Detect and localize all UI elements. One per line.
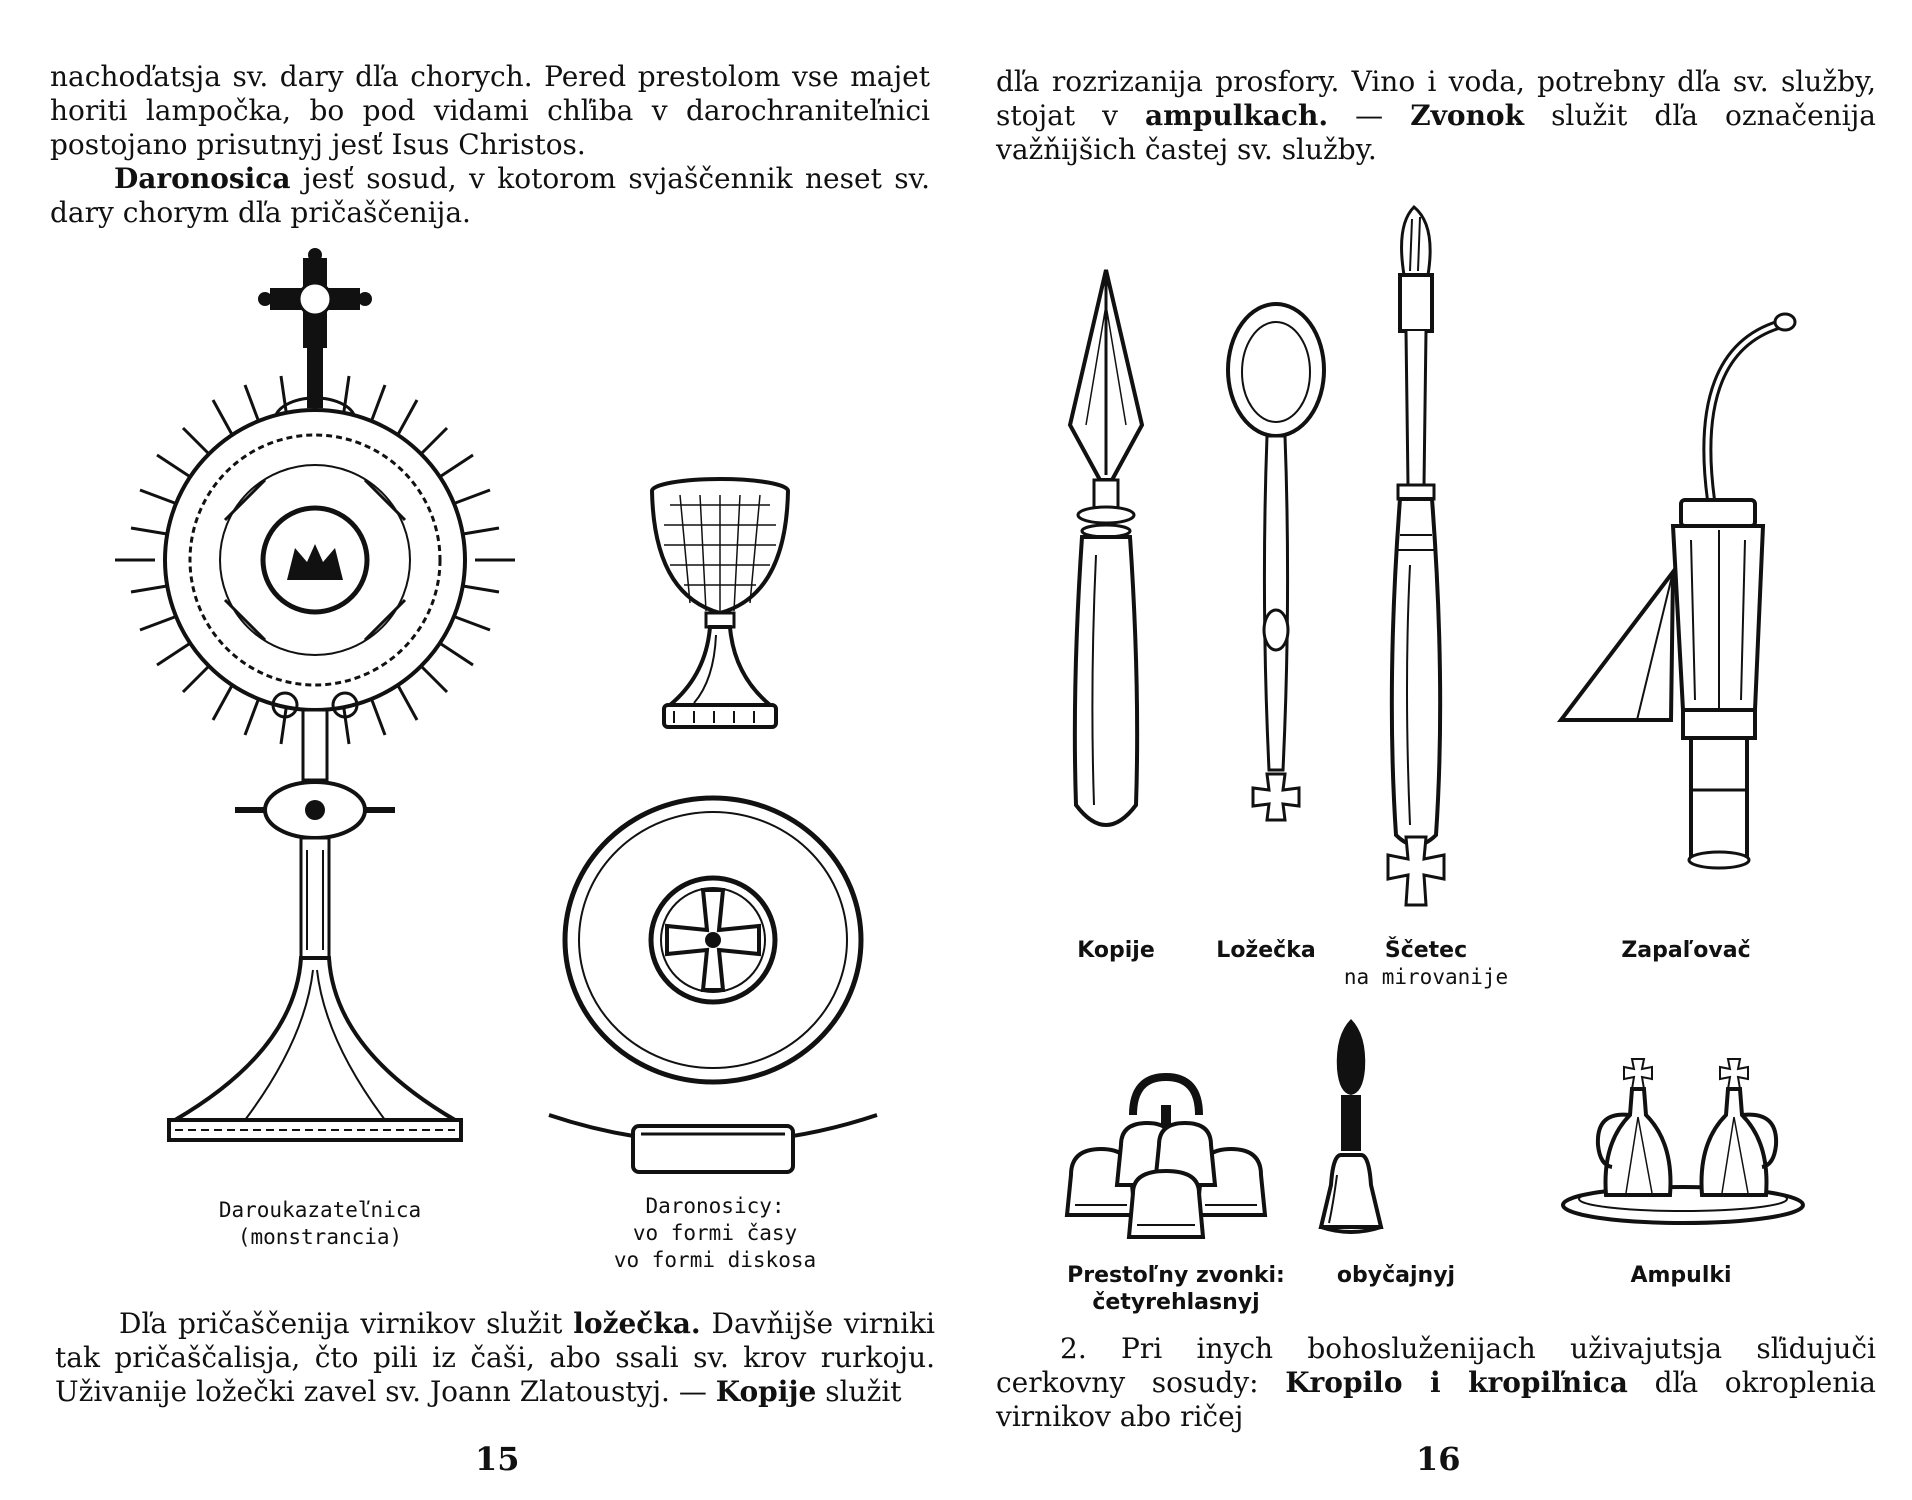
left-paragraph-2 bbox=[50, 162, 930, 230]
chalice-illustration bbox=[640, 475, 800, 745]
left-paragraph-1: nachoďatsja sv. dary dľa chorych. Pered prestolom vse majet horiti lampočka, bo pod vidami chľiba v darochraniteľnici postojano prisutnyj jesť Isus Christos. bbox=[50, 60, 930, 161]
zapalovac-lighter-illustration bbox=[1541, 310, 1801, 910]
caption-monstrance-line1: Daroukazateľnica bbox=[218, 1198, 422, 1222]
caption-obycajnyj: obyčajnyj bbox=[1336, 1263, 1456, 1288]
term-ampulkach: ampulkach. bbox=[1145, 99, 1329, 132]
term-lozecka: ložečka. bbox=[573, 1307, 701, 1340]
cross-icon bbox=[1388, 837, 1444, 905]
page-number-16: 16 bbox=[1416, 1440, 1461, 1478]
left-paragraph-2-text: jesť sosud, v kotorom svjaščennik neset sv. dary chorym dľa pričaščenija. bbox=[50, 162, 930, 229]
caption-zvonki-line2: četyrehlasnyj bbox=[1092, 1290, 1260, 1315]
monstrance-illustration bbox=[95, 250, 535, 1180]
caption-daronosicy-line1: Daronosicy: bbox=[645, 1194, 785, 1218]
caption-daronosicy-line2: vo formi časy bbox=[632, 1221, 798, 1245]
scetec-brush-illustration bbox=[1366, 205, 1466, 920]
left-paragraph-3-text-3: služit bbox=[816, 1375, 902, 1408]
page-16 bbox=[956, 0, 1912, 1500]
caption-daronosicy bbox=[595, 1193, 835, 1274]
caption-ampulki: Ampulki bbox=[1630, 1263, 1732, 1288]
caption-scetec-line1: Ščetec bbox=[1384, 938, 1468, 963]
caption-scetec bbox=[1326, 937, 1526, 991]
cross-icon bbox=[258, 248, 372, 348]
right-paragraph-1-text-3: služit dľa označenija važňijšich častej sv. služby. bbox=[996, 99, 1876, 166]
paten-illustration bbox=[545, 790, 885, 1180]
ampulki-cruets-illustration bbox=[1556, 1055, 1811, 1230]
term-kropilo: Kropilo i kropiľnica bbox=[1285, 1366, 1628, 1399]
kopije-lance-illustration bbox=[1056, 265, 1156, 840]
right-paragraph-1-text-1: dľa rozrizanija prosfory. Vino i voda, potrebny dľa sv. služby, stojat v bbox=[996, 65, 1876, 132]
right-paragraph-1 bbox=[996, 65, 1876, 167]
caption-daronosicy-line3: vo formi diskosa bbox=[613, 1248, 817, 1272]
caption-scetec-line2: na mirovanije bbox=[1343, 965, 1509, 989]
hand-bell-illustration bbox=[1311, 1015, 1391, 1240]
right-paragraph-1-text-2: — bbox=[1328, 99, 1411, 132]
cross-icon bbox=[1253, 774, 1299, 820]
caption-kopije: Kopije bbox=[1077, 938, 1155, 963]
altar-bells-illustration bbox=[1051, 1065, 1281, 1245]
page-number-15: 15 bbox=[475, 1440, 520, 1478]
caption-monstrance bbox=[195, 1197, 445, 1251]
right-paragraph-2-text-2: dľa okroplenia virnikov abo ričej bbox=[996, 1366, 1876, 1433]
caption-zapalovac: Zapaľovač bbox=[1621, 938, 1751, 963]
term-daronosica: Daronosica bbox=[114, 162, 291, 195]
right-paragraph-2-text-1: 2. Pri inych bohosluženijach uživajutsja sľidujuči cerkovny sosudy: bbox=[996, 1332, 1876, 1399]
lozecka-spoon-illustration bbox=[1221, 300, 1331, 840]
term-kopije: Kopije bbox=[715, 1375, 817, 1408]
caption-zvonki-line1: Prestoľny zvonki: bbox=[1067, 1263, 1285, 1288]
left-paragraph-3 bbox=[55, 1307, 935, 1409]
term-zvonok: Zvonok bbox=[1410, 99, 1525, 132]
left-paragraph-3-text-2: Davňijše virniki tak pričaščalisja, čto pili iz čaši, abo ssali sv. krov rurkoju. Uživanije ložečki zavel sv. Joann Zlatoustyj. — bbox=[55, 1307, 935, 1408]
caption-lozecka: Ložečka bbox=[1216, 938, 1316, 963]
cross-icon bbox=[1720, 1059, 1748, 1089]
left-paragraph-3-text-1: Dľa pričaščenija virnikov služit bbox=[119, 1307, 574, 1340]
caption-zvonki bbox=[1056, 1262, 1296, 1316]
cross-icon bbox=[1624, 1059, 1652, 1089]
right-paragraph-2 bbox=[996, 1332, 1876, 1434]
caption-monstrance-line2: (monstrancia) bbox=[237, 1225, 403, 1249]
